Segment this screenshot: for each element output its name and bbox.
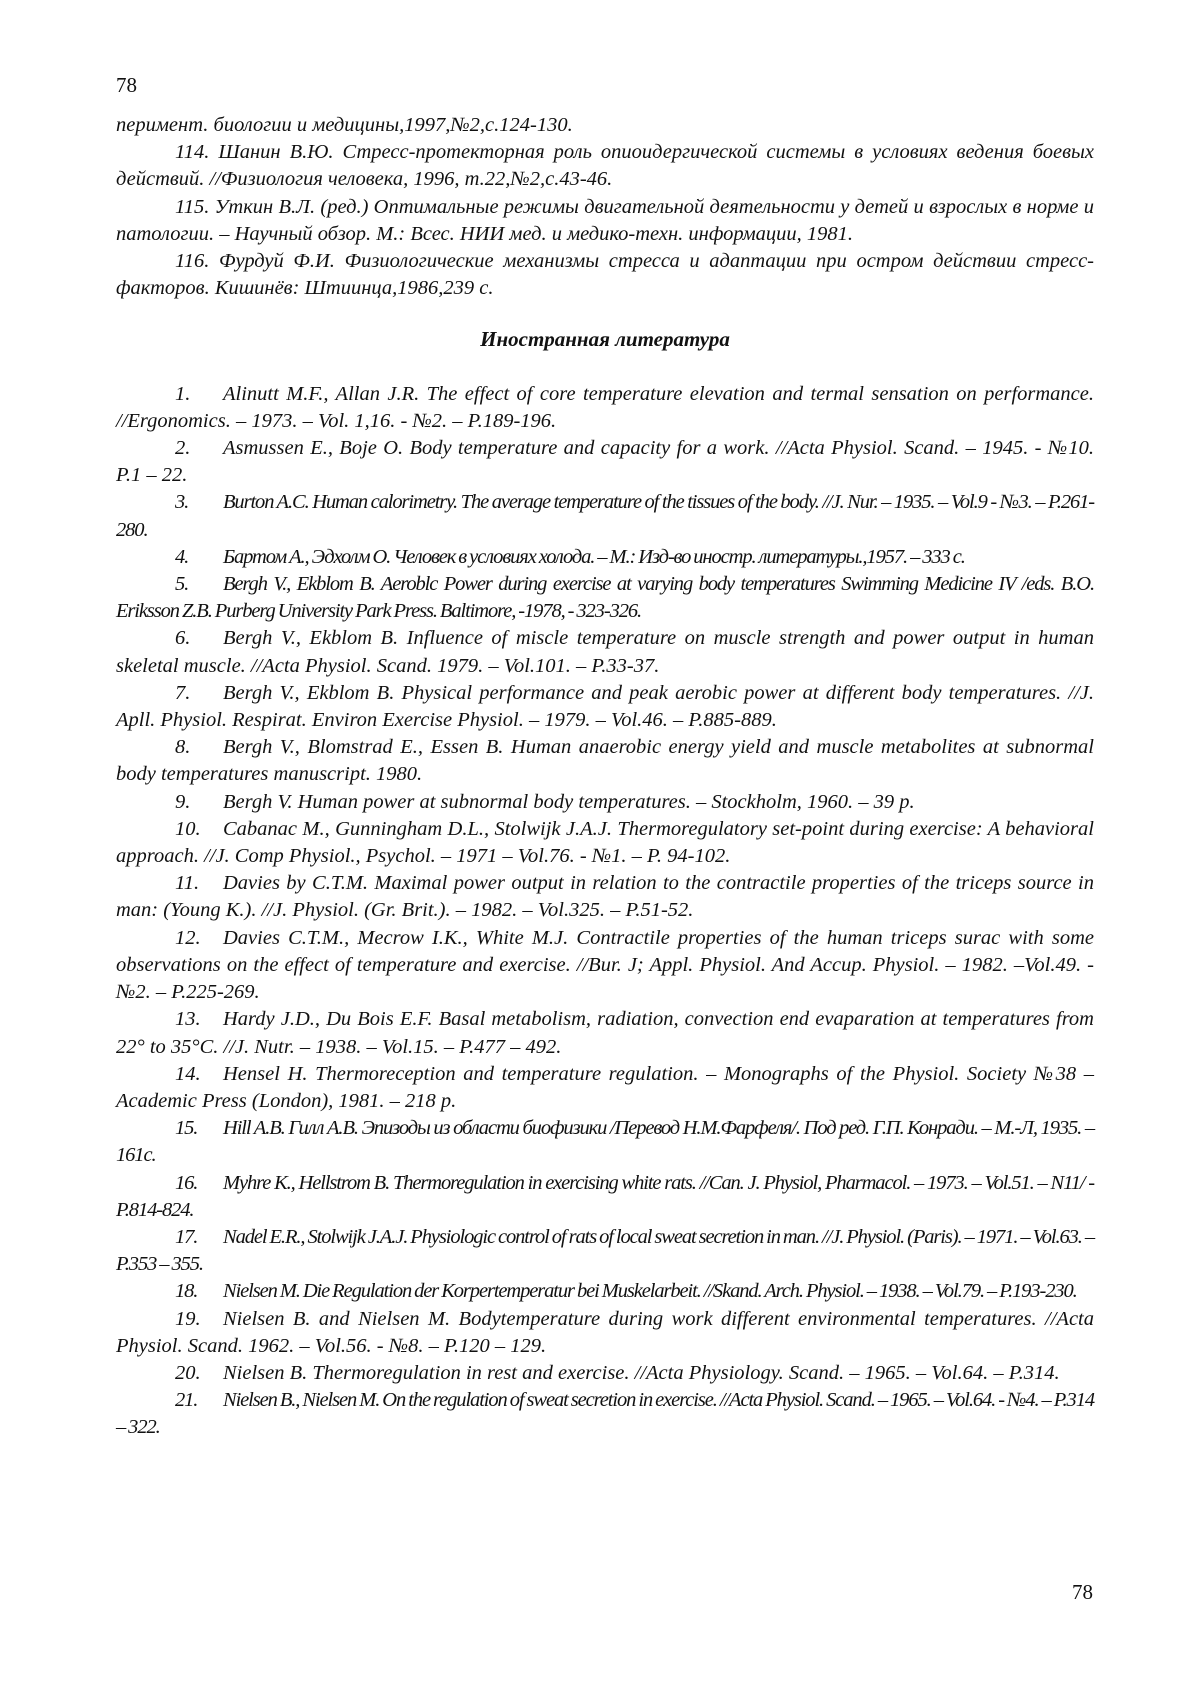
- reference-text: Hardy J.D., Du Bois E.F. Basal metabolism, radiation, convection end evaparation at temperatures from 22° to 35°C. //J. Nutr. – 1938. – Vol.15. – P.477 – 492.: [116, 1008, 1094, 1058]
- reference-number: 20.: [175, 1361, 201, 1384]
- reference-number: 12.: [175, 926, 201, 949]
- reference-number: 6.: [175, 627, 191, 650]
- reference-number: 2.: [175, 437, 191, 460]
- reference-number: 16.: [175, 1171, 198, 1194]
- reference-number: 10.: [175, 817, 201, 840]
- page-number-bottom: 78: [1072, 1580, 1093, 1604]
- page-number-top: 78: [116, 73, 137, 97]
- section-heading: Иностранная литература: [480, 327, 730, 352]
- reference-number: 5.: [175, 573, 189, 596]
- reference-text: Burton A.C. Human calorimetry. The average temperature of the tissues of the body. //J. Nur. – 1935. – Vol.9 - №3. – P.261-280.: [116, 491, 1094, 541]
- reference-16: [116, 1170, 1094, 1224]
- reference-number: 9.: [175, 790, 191, 813]
- reference-15: [116, 1115, 1094, 1169]
- reference-115: 115. Уткин В.Л. (ред.) Оптимальные режимы двигательной деятельности у детей и взрослых в норме и патологии. – Научный обзор. М.: Всес. НИИ мед. и медико-техн. информации, 1981.: [116, 195, 1094, 245]
- reference-number: 3.: [175, 491, 189, 514]
- reference-9: [116, 789, 1094, 816]
- reference-20: [116, 1360, 1094, 1387]
- reference-text: Alinutt M.F., Allan J.R. The effect of core temperature elevation and termal sensation on performance. //Ergonomics. – 1973. – Vol. 1,16. - №2. – P.189-196.: [116, 382, 1094, 432]
- reference-6: [116, 625, 1094, 679]
- reference-text: Bergh V., Ekblom B. Influence of miscle temperature on muscle strength and power output in human skeletal muscle. //Acta Physiol. Scand. 1979. – Vol.101. – P.33-37.: [116, 627, 1094, 677]
- reference-text: Hensel H. Thermoreception and temperature regulation. – Monographs of the Physiol. Society №38 – Academic Press (London), 1981. – 218 p.: [116, 1062, 1094, 1112]
- reference-text: Davies C.T.M., Mecrow I.K., White M.J. Contractile properties of the human triceps surac with some observations on the effect of temperature and exercise. //Bur. J; Appl. Physiol. And Accup. Physiol. – 1982. –Vol.49. - №2. – P.225-269.: [116, 926, 1094, 1004]
- reference-8: [116, 734, 1094, 788]
- reference-number: 17.: [175, 1225, 198, 1248]
- reference-number: 8.: [175, 736, 191, 759]
- reference-text: Nielsen B., Nielsen M. On the regulation of sweat secretion in exercise. //Acta Physiol. Scand. – 1965. – Vol.64. - №4. – P.314 – 322.: [116, 1389, 1094, 1439]
- reference-number: 4.: [175, 545, 189, 568]
- reference-number: 13.: [175, 1008, 201, 1031]
- reference-text: Asmussen E., Boje O. Body temperature and capacity for a work. //Acta Physiol. Scand. – 1945. - №10. P.1 – 22.: [116, 437, 1094, 487]
- reference-7: [116, 680, 1094, 734]
- reference-5: [116, 571, 1094, 625]
- reference-number: 7.: [175, 681, 191, 704]
- reference-number: 18.: [175, 1280, 198, 1303]
- reference-14: [116, 1061, 1094, 1115]
- reference-1: [116, 381, 1094, 435]
- reference-21: [116, 1387, 1094, 1441]
- reference-text: Bergh V., Blomstrad E., Essen B. Human anaerobic energy yield and muscle metabolites at subnormal body temperatures manuscript. 1980.: [116, 736, 1094, 786]
- reference-text: Бартом А., Эдхолм О. Человек в условиях холода. – М.: Изд-во иностр. литературы.,1957. – 333 с.: [223, 545, 965, 568]
- reference-11: [116, 870, 1094, 924]
- reference-13: [116, 1006, 1094, 1060]
- reference-text: Bergh V., Ekblom B. Physical performance and peak aerobic power at different body temperatures. //J. Apll. Physiol. Respirat. Environ Exercise Physiol. – 1979. – Vol.46. – P.885-889.: [116, 681, 1094, 732]
- reference-3: [116, 489, 1094, 543]
- reference-19: [116, 1306, 1094, 1360]
- page-content: [116, 112, 1094, 1442]
- reference-text: Hill A.B. Гилл А.В. Эпизоды из области биофизики /Перевод Н.М.Фарфеля/. Под ред. Г.П. Конради. – М.-Л, 1935. – 161c.: [116, 1117, 1094, 1167]
- reference-text: Nielsen B. and Nielsen M. Bodytemperature during work different environmental temperatures. //Acta Physiol. Scand. 1962. – Vol.56. - №8. – P.120 – 129.: [116, 1307, 1094, 1357]
- reference-number: 15.: [175, 1117, 198, 1140]
- reference-text: Davies by C.T.M. Maximal power output in relation to the contractile properties of the triceps source in man: (Young K.). //J. Physiol. (Gr. Brit.). – 1982. – Vol.325. – P.51-52.: [116, 872, 1094, 922]
- reference-text: Nielsen M. Die Regulation der Korpertemperatur bei Muskelarbeit. //Skand. Arch. Physiol. – 1938. – Vol.79. – P.193-230.: [223, 1280, 1077, 1303]
- reference-text: Bergh V. Human power at subnormal body temperatures. – Stockholm, 1960. – 39 p.: [223, 790, 915, 813]
- reference-116: 116. Фурдуй Ф.И. Физиологические механизмы стресса и адаптации при остром действии стресс-факторов. Кишинёв: Штиинца,1986,239 с.: [116, 250, 1094, 300]
- reference-4: [116, 544, 1094, 571]
- reference-text: Bergh V., Ekblom B. Aeroblc Power during exercise at varying body temperatures Swimming Medicine IV /eds. B.O. Eriksson Z.B. Purberg University Park Press. Baltimore, -1978, - 323-326.: [116, 573, 1094, 623]
- reference-114: 114. Шанин В.Ю. Стресс-протекторная роль опиоидергической системы в условиях ведения боевых действий. //Физиология человека, 1996, т.22,№2,с.43-46.: [116, 141, 1094, 191]
- reference-18: [116, 1278, 1094, 1305]
- reference-10: [116, 816, 1094, 870]
- reference-number: 1.: [175, 382, 191, 405]
- reference-text: Nielsen B. Thermoregulation in rest and exercise. //Acta Physiology. Scand. – 1965. – Vol.64. – P.314.: [223, 1361, 1060, 1384]
- reference-number: 11.: [175, 872, 200, 895]
- reference-12: [116, 925, 1094, 1007]
- reference-continuation: перимент. биологии и медицины,1997,№2,с.124-130.: [116, 114, 573, 136]
- reference-text: Myhre K., Hellstrom B. Thermoregulation in exercising white rats. //Can. J. Physiol, Pharmacol. – 1973. – Vol.51. – N11/ - P.814-824.: [116, 1171, 1094, 1221]
- reference-2: [116, 435, 1094, 489]
- reference-number: 14.: [175, 1062, 201, 1085]
- reference-17: [116, 1224, 1094, 1278]
- reference-text: Cabanac M., Gunningham D.L., Stolwijk J.A.J. Thermoregulatory set-point during exercise: A behavioral approach. //J. Comp Physiol., Psychol. – 1971 – Vol.76. - №1. – P. 94-102.: [116, 817, 1094, 868]
- reference-text: Nadel E.R., Stolwijk J.A.J. Physiologic control of rats of local sweat secretion in man. //J. Physiol. (Paris). – 1971. – Vol.63. – P.353 – 355.: [116, 1225, 1094, 1276]
- reference-number: 21.: [175, 1389, 198, 1412]
- reference-number: 19.: [175, 1307, 201, 1330]
